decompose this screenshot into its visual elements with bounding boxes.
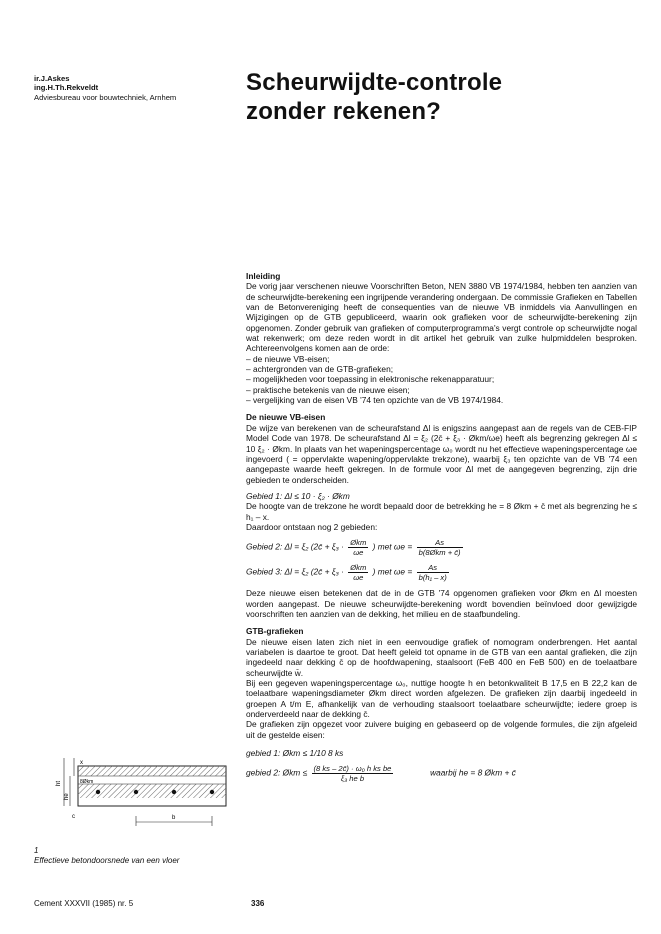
article-body xyxy=(246,271,637,790)
equation-gebied-2 xyxy=(246,538,637,557)
eq2-mid: ) met ωe = xyxy=(372,541,413,552)
eq-gtb2-lhs: gebied 2: Økm ≤ xyxy=(246,768,308,779)
equation-gtb-gebied-2 xyxy=(246,764,637,783)
figure-caption xyxy=(34,846,244,866)
eq3-fraction-2: $\frac{As}{\text{b(h₁ – x)}}$ xyxy=(418,563,447,583)
label-ht: ht xyxy=(56,780,62,786)
topic-list xyxy=(246,354,637,406)
paragraph-gebieden: Daardoor ontstaan nog 2 gebieden: xyxy=(246,521,378,532)
eq2-lhs: Gebied 2: Δl = ξ₂ (2c̄ + ξ₃ · xyxy=(246,541,344,552)
page-number: 336 xyxy=(251,899,265,908)
section-inleiding xyxy=(246,271,637,405)
section-vb-eisen xyxy=(246,412,637,619)
title-line-1: Scheurwijdte-controle xyxy=(246,69,503,96)
author-block xyxy=(34,74,234,102)
eq2-fraction-2: $\frac{As}{\text{b(8Økm + c̄)}}$ xyxy=(418,538,461,558)
eq3-fraction-1: $\frac{\text{Økm}}{\omega e}$ xyxy=(350,563,367,583)
list-item: – praktische betekenis van de nieuwe eisen; xyxy=(246,384,410,395)
equation-gebied-3 xyxy=(246,563,637,582)
list-item: – achtergronden van de GTB-grafieken; xyxy=(246,364,394,375)
footer-journal: Cement XXXVII (1985) nr. 5 xyxy=(34,899,134,908)
author-name-2: ing.H.Th.Rekveldt xyxy=(34,83,99,93)
paragraph-gtb-3: De grafieken zijn opgezet voor zuivere buiging en gebaseerd op de volgende formules, die zijn afgeleid uit de gestelde eisen: xyxy=(246,719,637,740)
compression-zone xyxy=(78,766,226,776)
heading-vb-eisen: De nieuwe VB-eisen xyxy=(246,412,326,423)
list-item: – vergelijking van de eisen VB '74 ten opzichte van de VB 1974/1984. xyxy=(246,395,504,406)
rebar xyxy=(134,790,138,794)
heading-inleiding: Inleiding xyxy=(246,271,281,281)
rebar xyxy=(172,790,176,794)
author-name-1: ir.J.Askes xyxy=(34,74,70,83)
paragraph-aanpassing: Deze nieuwe eisen betekenen dat de in de GTB '74 opgenomen grafieken voor Økm en Δl moesten worden aangepast. De nieuwe scheurwijdte-berekening wordt bovendien beïnvloed door gewijzigde voorschriften ten aanzien van de dekking, het milieu en de staafbundeling. xyxy=(246,588,637,619)
title-line-2: zonder rekenen? xyxy=(246,98,442,125)
effective-tension-zone xyxy=(78,784,226,798)
figure-number: 1 xyxy=(34,846,39,855)
label-8phi: 8Økm xyxy=(80,779,94,785)
author-organization: Adviesbureau voor bouwtechniek, Arnhem xyxy=(34,92,177,102)
list-item: – de nieuwe VB-eisen; xyxy=(246,353,330,364)
equation-gtb-gebied-1: gebied 1: Økm ≤ 1/10 8 ks xyxy=(246,748,344,759)
rebar xyxy=(210,790,214,794)
paragraph-trekzone: De hoogte van de trekzone he wordt bepaald door de betrekking he = 8 Økm + c̄ met als begrenzing he ≤ h₁ – x. xyxy=(246,501,637,522)
eq-gtb2-fraction: $\frac{\text{(8 ks – 2c̄) · ω₀ h ks be}}{\text{ξ₃ he b}}$ xyxy=(313,764,392,784)
figure-slab-section xyxy=(58,752,228,830)
heading-gtb-grafieken: GTB-grafieken xyxy=(246,626,304,637)
label-c: c xyxy=(72,814,75,820)
paragraph-vb-eisen: De wijze van berekenen van de scheurafstand Δl is enigszins aangepast aan de regels van de CEB-FIP Model Code van 1978. De scheurafstand Δl = ξ₂ (2c̄ + ξ₃ · Økm/ωe) heeft als begrenzing gekregen Δl ≤ 10 ξ₂ · Økm. In plaats van het wapeningspercentage ω₀ wordt nu het effectieve wapeningspercentage ωe ingevoerd ( = oppervlakte wapening/oppervlakte trekzone), waarbij ξ₃ ten opzichte van de VB '74 een aangepaste waarde heeft gekregen. In de formule voor Δl met de aangegeven begrenzing, zijn drie gebieden te onderscheiden. xyxy=(246,422,637,485)
paragraph-gtb-2: Bij een gegeven wapeningspercentage ω₀, nuttige hoogte h en betonkwaliteit B 17,5 en B 22,2 kan de toelaatbare wapeningsdiameter Økm direct worden afgelezen. De grafieken zijn daarbij ingedeeld in groepen A t/m E, afhankelijk van de verhouding staalsoort toelaatbare scheurwijdte; iedere groep is onderverdeeld naar de dekking c̄. xyxy=(246,678,637,720)
eq3-mid: ) met ωe = xyxy=(372,566,413,577)
paragraph-inleiding: De vorig jaar verschenen nieuwe Voorschriften Beton, NEN 3880 VB 1974/1984, hebben ten aanzien van de scheurwijdte-berekening een ingrijpende verandering ondergaan. De commissie Grafieken en Tabellen van de Betonvereniging heeft de consequenties van de nieuwe VB inmiddels via Aanvullingen en Wijzigingen op de GTB gepubliceerd, waarin ook grafieken voor de scheurwijdte-berekening zijn opgenomen. Zonder gebruik van grafieken of computerprogramma's vergt controle op scheurwijdte nogal wat rekenwerk; om deze reden wordt in dit artikel het gebruik van zulke hulpmiddelen besproken. Achtereenvolgens komen aan de orde: xyxy=(246,281,637,354)
eq-gtb2-rhs: waarbij he = 8 Økm + c̄ xyxy=(430,768,516,779)
label-he: he xyxy=(64,793,70,800)
eq2-fraction-1: $\frac{\text{Økm}}{\omega e}$ xyxy=(350,538,367,558)
eq3-lhs: Gebied 3: Δl = ξ₂ (2c̄ + ξ₃ · xyxy=(246,566,344,577)
rebar xyxy=(96,790,100,794)
label-x: x xyxy=(80,760,83,766)
label-b: b xyxy=(172,815,176,821)
section-gtb-grafieken xyxy=(246,626,637,783)
paragraph-gtb-1: De nieuwe eisen laten zich niet in een eenvoudige grafiek of nomogram onderbrengen. Het aantal variabelen is daartoe te groot. Dat heeft geleid tot opname in de GTB van een aantal grafieken, die zijn ingedeeld naar dekking c̄ op de hoofdwapening, staalsoort (FeB 400 en FeB 500) en de toelaatbare scheurwijdte w̄. xyxy=(246,636,637,678)
equation-gebied-1: Gebied 1: Δl ≤ 10 · ξ₂ · Økm xyxy=(246,490,350,501)
figure-caption-text: Effectieve betondoorsnede van een vloer xyxy=(34,856,180,865)
list-item: – mogelijkheden voor toepassing in elektronische rekenapparatuur; xyxy=(246,374,495,385)
article-title xyxy=(246,68,646,126)
